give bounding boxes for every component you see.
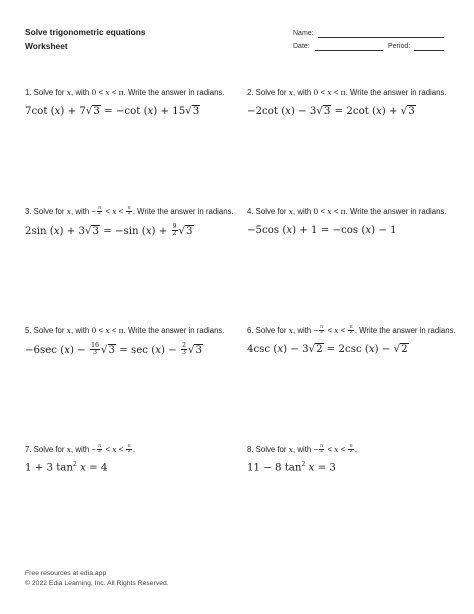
problem-3-instruction: 3. Solve for x, with − $\frac{\pi}{2}$ < x < $\frac{\pi}{2}$ . Write the answer in radians. (25, 205, 234, 217)
date-field-line (315, 50, 383, 51)
problem-1 (25, 87, 240, 119)
problem-7-instruction: 7. Solve for x, with − $\frac{\pi}{2}$ < x < $\frac{\pi}{2}$ . (25, 443, 135, 455)
problem-5-instruction: 5. Solve for x, with 0 < x < π. Write the answer in radians. (25, 326, 225, 335)
problem-6-instruction: 6. Solve for x, with − $\frac{\pi}{2}$ < x < $\frac{\pi}{2}$ . Write the answer in radians. (247, 324, 456, 336)
problem-8-equation: 11 − 8 $\tan^2 x = 3$ (247, 461, 336, 474)
problem-4-instruction: 4. Solve for x, with 0 < x < π. Write the answer in radians. (247, 207, 447, 216)
footer-copyright: © 2022 Edia Learning, Inc. All Rights Reserved. (25, 580, 169, 587)
problem-2-equation: −2cot (x) − 3√3 = 2cot (x) + √3 (247, 106, 415, 117)
period-label: Period: (388, 43, 411, 50)
footer-resources: Free resources at edia.app (25, 570, 107, 577)
problem-2-instruction: 2. Solve for x, with 0 < x < π. Write the answer in radians. (247, 88, 447, 97)
name-field-line (318, 37, 444, 38)
problem-5-equation: −6sec (x) − $\frac{16}{3}$ √3 = sec (x) − $\frac{2}{3}$ √3 (25, 342, 202, 357)
page-subtitle: Worksheet (25, 41, 68, 51)
problem-3-equation: 2sin (x) + 3√3 = −sin (x) + $\frac{9}{2}$ √3 (25, 223, 193, 238)
problem-1-equation: 7cot (x) + 7√3 = −cot (x) + 15√3 (25, 106, 200, 117)
name-label: Name: (293, 30, 314, 37)
date-label: Date: (293, 43, 310, 50)
problem-6 (247, 325, 462, 357)
page-title: Solve trigonometric equations (25, 27, 146, 37)
problem-8 (247, 444, 462, 475)
problem-7-equation: 1 + 3 $\tan^2 x = 4$ (25, 461, 108, 474)
problem-2 (247, 87, 462, 119)
problem-5 (25, 325, 240, 358)
problem-3 (25, 206, 240, 239)
problem-1-instruction: 1. Solve for x, with 0 < x < π. Write the answer in radians. (25, 88, 225, 97)
problem-7 (25, 444, 240, 475)
problem-4-equation: −5cos (x) + 1 = −cos (x) − 1 (247, 225, 397, 236)
period-field-line (414, 50, 444, 51)
problem-4 (247, 206, 462, 238)
problem-8-instruction: 8. Solve for x, with − $\frac{\pi}{2}$ < x < $\frac{\pi}{2}$ . (247, 443, 357, 455)
problem-6-equation: 4csc (x) − 3√2 = 2csc (x) − √2 (247, 344, 408, 355)
